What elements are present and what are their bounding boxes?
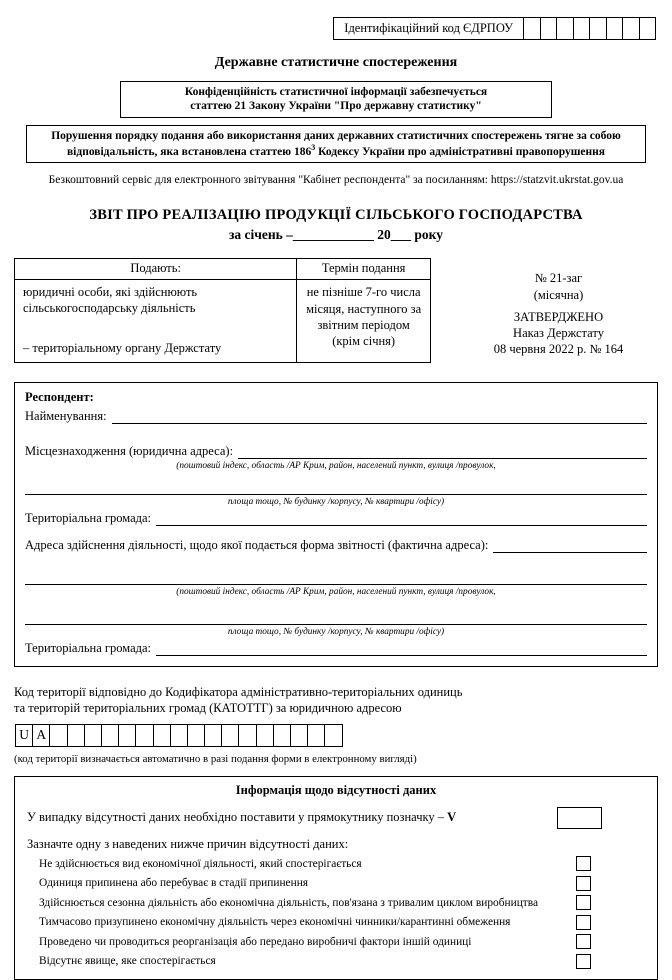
katottg-code-cell[interactable] (49, 724, 67, 747)
edrpou-code-cell[interactable] (573, 17, 591, 40)
community-row (25, 511, 647, 526)
actual-address-hint2: площа тощо, № будинку /корпусу, № квартири /офісу) (227, 627, 445, 638)
legal-address-label: Місцезнаходження (юридична адреса): (25, 444, 234, 459)
approved-label: ЗАТВЕРДЖЕНО (513, 309, 604, 324)
reason-label: Не здійснюється вид економічної діяльності, який спостерігається (39, 857, 362, 870)
reason-checkbox[interactable] (576, 876, 591, 891)
violation-line2: відповідальність, яка встановлена статтею $186^3$ Кодексу України про адміністративні правопорушення (66, 143, 606, 158)
violation-superscript: 3 (311, 143, 316, 153)
katottg-note: (код території визначається автоматично в разі подання форми в електронному вигляді) (14, 752, 417, 765)
name-row (25, 409, 647, 424)
katottg-code-cell[interactable] (135, 724, 153, 747)
actual-address-label: Адреса здійснення діяльності, щодо якої подається форма звітності (фактична адреса): (25, 538, 489, 553)
form-page (0, 17, 672, 980)
no-data-mark-box[interactable] (557, 807, 602, 829)
legal-address-row (25, 444, 647, 459)
legal-address-hint1: (поштовий індекс, область /АР Крим, район, населений пункт, вулиця /провулок, (176, 461, 496, 472)
violation-box (26, 125, 646, 164)
katottg-code-cell[interactable]: U (15, 724, 33, 747)
reason-checkbox[interactable] (576, 895, 591, 910)
reason-checkbox[interactable] (576, 934, 591, 949)
form-number: № 21-заг (534, 271, 583, 286)
deadline-cell: не пізніше 7-го числа місяця, наступного за звітним періодом (крім січня) (297, 280, 431, 363)
reason-row (27, 954, 645, 969)
edrpou-section (14, 17, 656, 40)
spacer (23, 317, 288, 341)
order-label: Наказ Держстату (513, 326, 604, 341)
submitters-text: юридичні особи, які здійснюють сільськогосподарську діяльність (23, 285, 198, 315)
reason-label: Тимчасово призупинено економічну діяльність через економічні чинники/карантинні обмеження (39, 916, 511, 929)
reason-row (27, 856, 645, 871)
reason-checkbox[interactable] (576, 954, 591, 969)
katottg-code-cell[interactable] (204, 724, 222, 747)
violation-line1: Порушення порядку подання або використання даних державних статистичних спостережень тягне за собою (51, 129, 621, 142)
edrpou-code-cell[interactable] (639, 17, 657, 40)
confidentiality-line1: Конфіденційність статистичної інформації забезпечується (184, 86, 488, 98)
community-input-line2[interactable] (156, 641, 647, 656)
katottg-code-cell[interactable] (273, 724, 291, 747)
katottg-line1: Код території відповідно до Кодифікатора адміністративно-територіальних одиниць (14, 685, 463, 700)
submission-table (14, 258, 431, 363)
submission-section (14, 258, 658, 363)
report-period: за січень –____________ 20___ року (228, 227, 444, 243)
legal-address-input-line[interactable] (238, 444, 647, 459)
form-periodicity: (місячна) (533, 287, 584, 302)
community-row2 (25, 641, 647, 656)
no-data-title: Інформація щодо відсутності даних (235, 782, 437, 797)
katottg-code-cell[interactable] (221, 724, 239, 747)
approval-block (431, 258, 658, 363)
katottg-code-cell[interactable] (238, 724, 256, 747)
katottg-code-cell[interactable] (118, 724, 136, 747)
katottg-code-cell[interactable] (101, 724, 119, 747)
reason-label: Одиниця припинена або перебуває в стадії припинення (39, 877, 309, 890)
reason-row (27, 934, 645, 949)
reason-label: Здійснюється сезонна діяльність або економічна діяльність, пов'язана з тривалим циклом виробництва (39, 896, 539, 909)
community-label2: Територіальна громада: (25, 641, 152, 656)
katottg-code-cell[interactable] (290, 724, 308, 747)
choose-reason-label: Зазначте одну з наведених нижче причин відсутності даних: (27, 836, 349, 851)
katottg-code-cell[interactable]: A (32, 724, 50, 747)
edrpou-code-cell[interactable] (523, 17, 541, 40)
respondent-box (14, 382, 658, 667)
katottg-code-cell[interactable] (187, 724, 205, 747)
katottg-code-cell[interactable] (84, 724, 102, 747)
katottg-code-cell[interactable] (324, 724, 342, 747)
deadline-header: Термін подання (297, 259, 431, 280)
reason-row (27, 895, 645, 910)
report-title: ЗВІТ ПРО РЕАЛІЗАЦІЮ ПРОДУКЦІЇ СІЛЬСЬКОГО ГОСПОДАРСТВА (89, 207, 583, 224)
legal-address-hint2: площа тощо, № будинку /корпусу, № квартири /офісу) (227, 497, 445, 508)
reason-list (27, 856, 645, 969)
submitters-cell (15, 280, 297, 363)
submit-to-text: – територіальному органу Держстату (23, 340, 222, 355)
reason-checkbox[interactable] (576, 856, 591, 871)
edrpou-code-cell[interactable] (540, 17, 558, 40)
edrpou-code-cell[interactable] (606, 17, 624, 40)
reason-row (27, 876, 645, 891)
submitters-header: Подають: (15, 259, 297, 280)
katottg-section (14, 684, 658, 766)
no-data-box (14, 776, 658, 980)
reason-label: Відсутнє явище, яке спостерігається (39, 955, 216, 968)
actual-address-input-line2[interactable] (25, 569, 647, 585)
order-date: 08 червня 2022 р. № 164 (493, 342, 624, 357)
respondent-title: Респондент: (25, 390, 94, 405)
v-mark: V (447, 810, 457, 825)
edrpou-label (333, 17, 524, 40)
legal-address-input-line2[interactable] (25, 479, 647, 495)
confidentiality-box (120, 81, 552, 118)
katottg-code-cell[interactable] (256, 724, 274, 747)
observation-title: Державне статистичне спостереження (214, 55, 458, 70)
community-input-line[interactable] (156, 511, 647, 526)
katottg-code-cell[interactable] (67, 724, 85, 747)
edrpou-label-text: Ідентифікаційний код ЄДРПОУ (344, 21, 513, 35)
no-data-instruction-row (27, 807, 645, 829)
reason-row (27, 915, 645, 930)
name-input-line[interactable] (112, 409, 647, 424)
katottg-line2: та територій територіальних громад (КАТОТТГ) за юридичною адресою (14, 701, 402, 716)
community-label: Територіальна громада: (25, 511, 152, 526)
e-reporting-service-line: Безкоштовний сервіс для електронного звітування "Кабінет респондента" за посиланням: https://statzvit.ukrstat.gov.ua (48, 174, 624, 187)
reason-checkbox[interactable] (576, 915, 591, 930)
katottg-code-cell[interactable] (307, 724, 325, 747)
katottg-code-cell[interactable] (170, 724, 188, 747)
actual-address-hint1: (поштовий індекс, область /АР Крим, район, населений пункт, вулиця /провулок, (176, 587, 496, 598)
name-label: Найменування: (25, 409, 107, 424)
katottg-code-cell[interactable] (153, 724, 171, 747)
actual-address-input-line[interactable] (493, 538, 647, 553)
katottg-code-cells (16, 724, 658, 747)
edrpou-code-cell[interactable] (556, 17, 574, 40)
edrpou-code-cell[interactable] (589, 17, 607, 40)
no-data-instruction: У випадку відсутності даних необхідно поставити у прямокутнику позначку – V (27, 810, 457, 825)
actual-address-input-line3[interactable] (25, 609, 647, 625)
actual-address-row (25, 538, 647, 553)
confidentiality-line2: статтею 21 Закону України "Про державну статистику" (190, 100, 482, 113)
edrpou-code-cells (524, 17, 656, 40)
edrpou-code-cell[interactable] (622, 17, 640, 40)
reason-label: Проведено чи проводиться реорганізація або передано виробничі фактори іншій одиниці (39, 935, 472, 948)
